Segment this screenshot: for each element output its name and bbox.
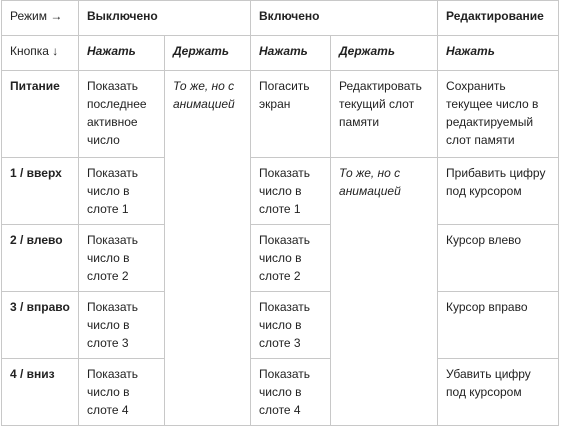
on-hold-cell: Редактировать текущий слот памяти — [331, 71, 438, 158]
button-name-cell: 1 / вверх — [2, 158, 79, 225]
mode-off-header: Выключено — [79, 1, 251, 36]
off-press-cell: Показать число в слоте 4 — [79, 359, 165, 426]
on-press-cell: Показать число в слоте 2 — [251, 225, 331, 292]
on-press-cell: Показать число в слоте 4 — [251, 359, 331, 426]
off-press-header: Нажать — [79, 36, 165, 71]
edit-press-cell: Курсор вправо — [438, 292, 559, 359]
off-press-cell: Показать число в слоте 3 — [79, 292, 165, 359]
button-name-cell: 2 / влево — [2, 225, 79, 292]
button-name-cell: 3 / вправо — [2, 292, 79, 359]
button-name-cell: 4 / вниз — [2, 359, 79, 426]
on-press-cell: Погасить экран — [251, 71, 331, 158]
table-row — [2, 158, 559, 225]
header-row-actions — [2, 36, 559, 71]
edit-press-cell: Убавить цифру под курсором — [438, 359, 559, 426]
edit-press-cell: Курсор влево — [438, 225, 559, 292]
off-press-cell: Показать последнее активное число — [79, 71, 165, 158]
header-row-modes — [2, 1, 559, 36]
button-header-cell: Кнопка ↓ — [2, 36, 79, 71]
off-hold-cell: То же, но с анимацией — [165, 71, 251, 426]
edit-press-cell: Сохранить текущее число в редактируемый слот памяти — [438, 71, 559, 158]
edit-press-cell: Прибавить цифру под курсором — [438, 158, 559, 225]
mode-edit-header: Редактирование — [438, 1, 559, 36]
on-hold-cell: То же, но с анимацией — [331, 158, 438, 426]
off-press-cell: Показать число в слоте 2 — [79, 225, 165, 292]
edit-press-header: Нажать — [438, 36, 559, 71]
on-hold-header: Держать — [331, 36, 438, 71]
table-row — [2, 292, 559, 359]
on-press-header: Нажать — [251, 36, 331, 71]
button-mode-table — [1, 0, 559, 426]
table-row — [2, 359, 559, 426]
mode-on-header: Включено — [251, 1, 438, 36]
button-name-cell: Питание — [2, 71, 79, 158]
off-press-cell: Показать число в слоте 1 — [79, 158, 165, 225]
table-row — [2, 225, 559, 292]
mode-header-cell: Режим → — [2, 1, 79, 36]
on-press-cell: Показать число в слоте 1 — [251, 158, 331, 225]
off-hold-header: Держать — [165, 36, 251, 71]
on-press-cell: Показать число в слоте 3 — [251, 292, 331, 359]
table-row — [2, 71, 559, 158]
